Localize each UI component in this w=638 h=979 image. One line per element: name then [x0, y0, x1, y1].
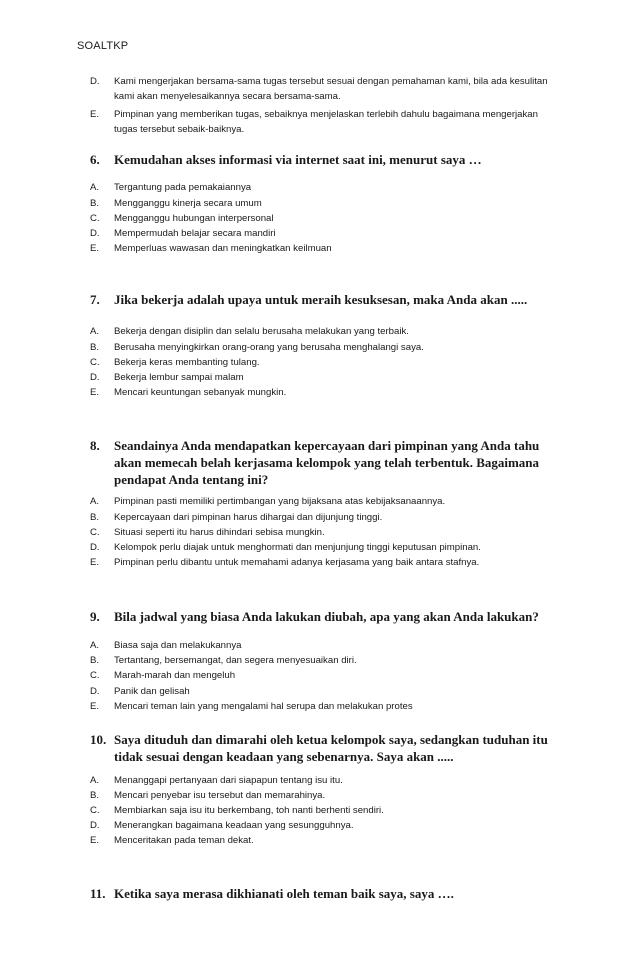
- option-letter: B.: [90, 655, 100, 666]
- question-text: Saya dituduh dan dimarahi oleh ketua kelompok saya, sedangkan tuduhan itu tidak sesuai dengan keadaan yang sebenarnya. Saya akan .....: [114, 732, 548, 764]
- option-text: Tertantang, bersemangat, dan segera menyesuaikan diri.: [114, 655, 357, 666]
- option-text: Mencari teman lain yang mengalami hal serupa dan melakukan protes: [114, 701, 413, 712]
- option-text: Tergantung pada pemakaiannya: [114, 182, 252, 193]
- option-q10-e: [90, 833, 560, 848]
- option-q8-a: [90, 494, 560, 509]
- document-header: SOALTKP: [77, 40, 129, 52]
- option-q9-e: [90, 699, 560, 714]
- option-letter: E.: [90, 387, 100, 398]
- option-text: Mencari penyebar isu tersebut dan memarahinya.: [114, 790, 326, 801]
- option-letter: A.: [90, 326, 100, 337]
- question-7: [90, 291, 560, 308]
- question-number: 11.: [90, 886, 106, 901]
- option-q9-a: [90, 638, 560, 653]
- option-q6-e: [90, 241, 560, 256]
- option-letter: D.: [90, 372, 100, 383]
- option-q5-d: [90, 74, 560, 104]
- option-letter: B.: [90, 512, 100, 523]
- option-text: Mengganggu kinerja secara umum: [114, 198, 262, 209]
- question-9: [90, 608, 560, 625]
- question-text: Seandainya Anda mendapatkan kepercayaan dari pimpinan yang Anda tahu akan memecah belah kerjasama kelompok yang telah terbentuk. Bagaimana pendapat Anda tentang ini?: [114, 438, 540, 487]
- option-letter: E.: [90, 243, 100, 254]
- option-text: Mempermudah belajar secara mandiri: [114, 228, 276, 239]
- question-11: [90, 885, 560, 902]
- option-q8-d: [90, 540, 560, 555]
- option-text: Menceritakan pada teman dekat.: [114, 835, 254, 846]
- question-number: 10.: [90, 732, 107, 747]
- question-text: Kemudahan akses informasi via internet saat ini, menurut saya …: [114, 152, 482, 167]
- option-q5-e: [90, 107, 560, 137]
- option-text: Bekerja lembur sampai malam: [114, 372, 244, 383]
- option-letter: C.: [90, 670, 100, 681]
- option-text: Kami mengerjakan bersama-sama tugas tersebut sesuai dengan pemahaman kami, bila ada kesulitan kami akan menyelesaikannya secara bersama-sama.: [114, 76, 548, 102]
- option-text: Menerangkan bagaimana keadaan yang sesungguhnya.: [114, 820, 354, 831]
- option-text: Mencari keuntungan sebanyak mungkin.: [114, 387, 287, 398]
- option-letter: E.: [90, 835, 100, 846]
- option-text: Menanggapi pertanyaan dari siapapun tentang isu itu.: [114, 775, 343, 786]
- option-q10-d: [90, 818, 560, 833]
- option-letter: C.: [90, 805, 100, 816]
- question-6: [90, 151, 560, 168]
- option-q7-e: [90, 385, 560, 400]
- option-q10-b: [90, 788, 560, 803]
- option-q8-b: [90, 510, 560, 525]
- option-q10-c: [90, 803, 560, 818]
- option-letter: E.: [90, 109, 100, 120]
- option-letter: B.: [90, 198, 100, 209]
- option-text: Pimpinan pasti memiliki pertimbangan yang bijaksana atas kebijaksanaannya.: [114, 496, 446, 507]
- option-letter: A.: [90, 775, 100, 786]
- option-text: Berusaha menyingkirkan orang-orang yang berusaha menghalangi saya.: [114, 342, 424, 353]
- question-10: [90, 731, 560, 765]
- option-q9-d: [90, 684, 560, 699]
- option-text: Kelompok perlu diajak untuk menghormati dan menjunjung tinggi keputusan pimpinan.: [114, 542, 481, 553]
- option-letter: B.: [90, 342, 100, 353]
- option-letter: C.: [90, 357, 100, 368]
- question-number: 9.: [90, 609, 100, 624]
- option-text: Bekerja dengan disiplin dan selalu berusaha melakukan yang terbaik.: [114, 326, 409, 337]
- question-text: Jika bekerja adalah upaya untuk meraih kesuksesan, maka Anda akan .....: [114, 292, 528, 307]
- option-letter: C.: [90, 213, 100, 224]
- option-text: Mengganggu hubungan interpersonal: [114, 213, 274, 224]
- option-letter: A.: [90, 182, 100, 193]
- option-letter: E.: [90, 701, 100, 712]
- question-number: 8.: [90, 438, 100, 453]
- option-text: Pimpinan perlu dibantu untuk memahami adanya kerjasama yang baik antara stafnya.: [114, 557, 480, 568]
- option-letter: A.: [90, 496, 100, 507]
- option-text: Panik dan gelisah: [114, 686, 190, 697]
- option-letter: D.: [90, 686, 100, 697]
- question-text: Bila jadwal yang biasa Anda lakukan diubah, apa yang akan Anda lakukan?: [114, 609, 539, 624]
- option-q7-d: [90, 370, 560, 385]
- question-8: [90, 437, 560, 488]
- option-text: Bekerja keras membanting tulang.: [114, 357, 260, 368]
- option-q6-a: [90, 180, 560, 195]
- option-q8-e: [90, 555, 560, 570]
- option-q7-b: [90, 340, 560, 355]
- option-q10-a: [90, 773, 560, 788]
- option-text: Kepercayaan dari pimpinan harus dihargai dan dijunjung tinggi.: [114, 512, 383, 523]
- option-text: Marah-marah dan mengeluh: [114, 670, 236, 681]
- option-text: Situasi seperti itu harus dihindari sebisa mungkin.: [114, 527, 325, 538]
- option-q6-c: [90, 211, 560, 226]
- option-text: Membiarkan saja isu itu berkembang, toh nanti berhenti sendiri.: [114, 805, 384, 816]
- option-q7-a: [90, 324, 560, 339]
- option-q9-b: [90, 653, 560, 668]
- option-q6-d: [90, 226, 560, 241]
- option-q6-b: [90, 196, 560, 211]
- option-letter: C.: [90, 527, 100, 538]
- option-text: Biasa saja dan melakukannya: [114, 640, 242, 651]
- option-letter: D.: [90, 76, 100, 87]
- option-q7-c: [90, 355, 560, 370]
- question-text: Ketika saya merasa dikhianati oleh teman baik saya, saya ….: [114, 886, 454, 901]
- question-number: 7.: [90, 292, 100, 307]
- option-letter: E.: [90, 557, 100, 568]
- option-letter: D.: [90, 228, 100, 239]
- option-letter: B.: [90, 790, 100, 801]
- option-text: Pimpinan yang memberikan tugas, sebaiknya menjelaskan terlebih dahulu bagaimana mengerjakan tugas tersebut sebaik-baiknya.: [114, 109, 538, 135]
- option-letter: D.: [90, 820, 100, 831]
- option-text: Memperluas wawasan dan meningkatkan keilmuan: [114, 243, 332, 254]
- option-q9-c: [90, 668, 560, 683]
- option-letter: D.: [90, 542, 100, 553]
- option-letter: A.: [90, 640, 100, 651]
- question-number: 6.: [90, 152, 100, 167]
- option-q8-c: [90, 525, 560, 540]
